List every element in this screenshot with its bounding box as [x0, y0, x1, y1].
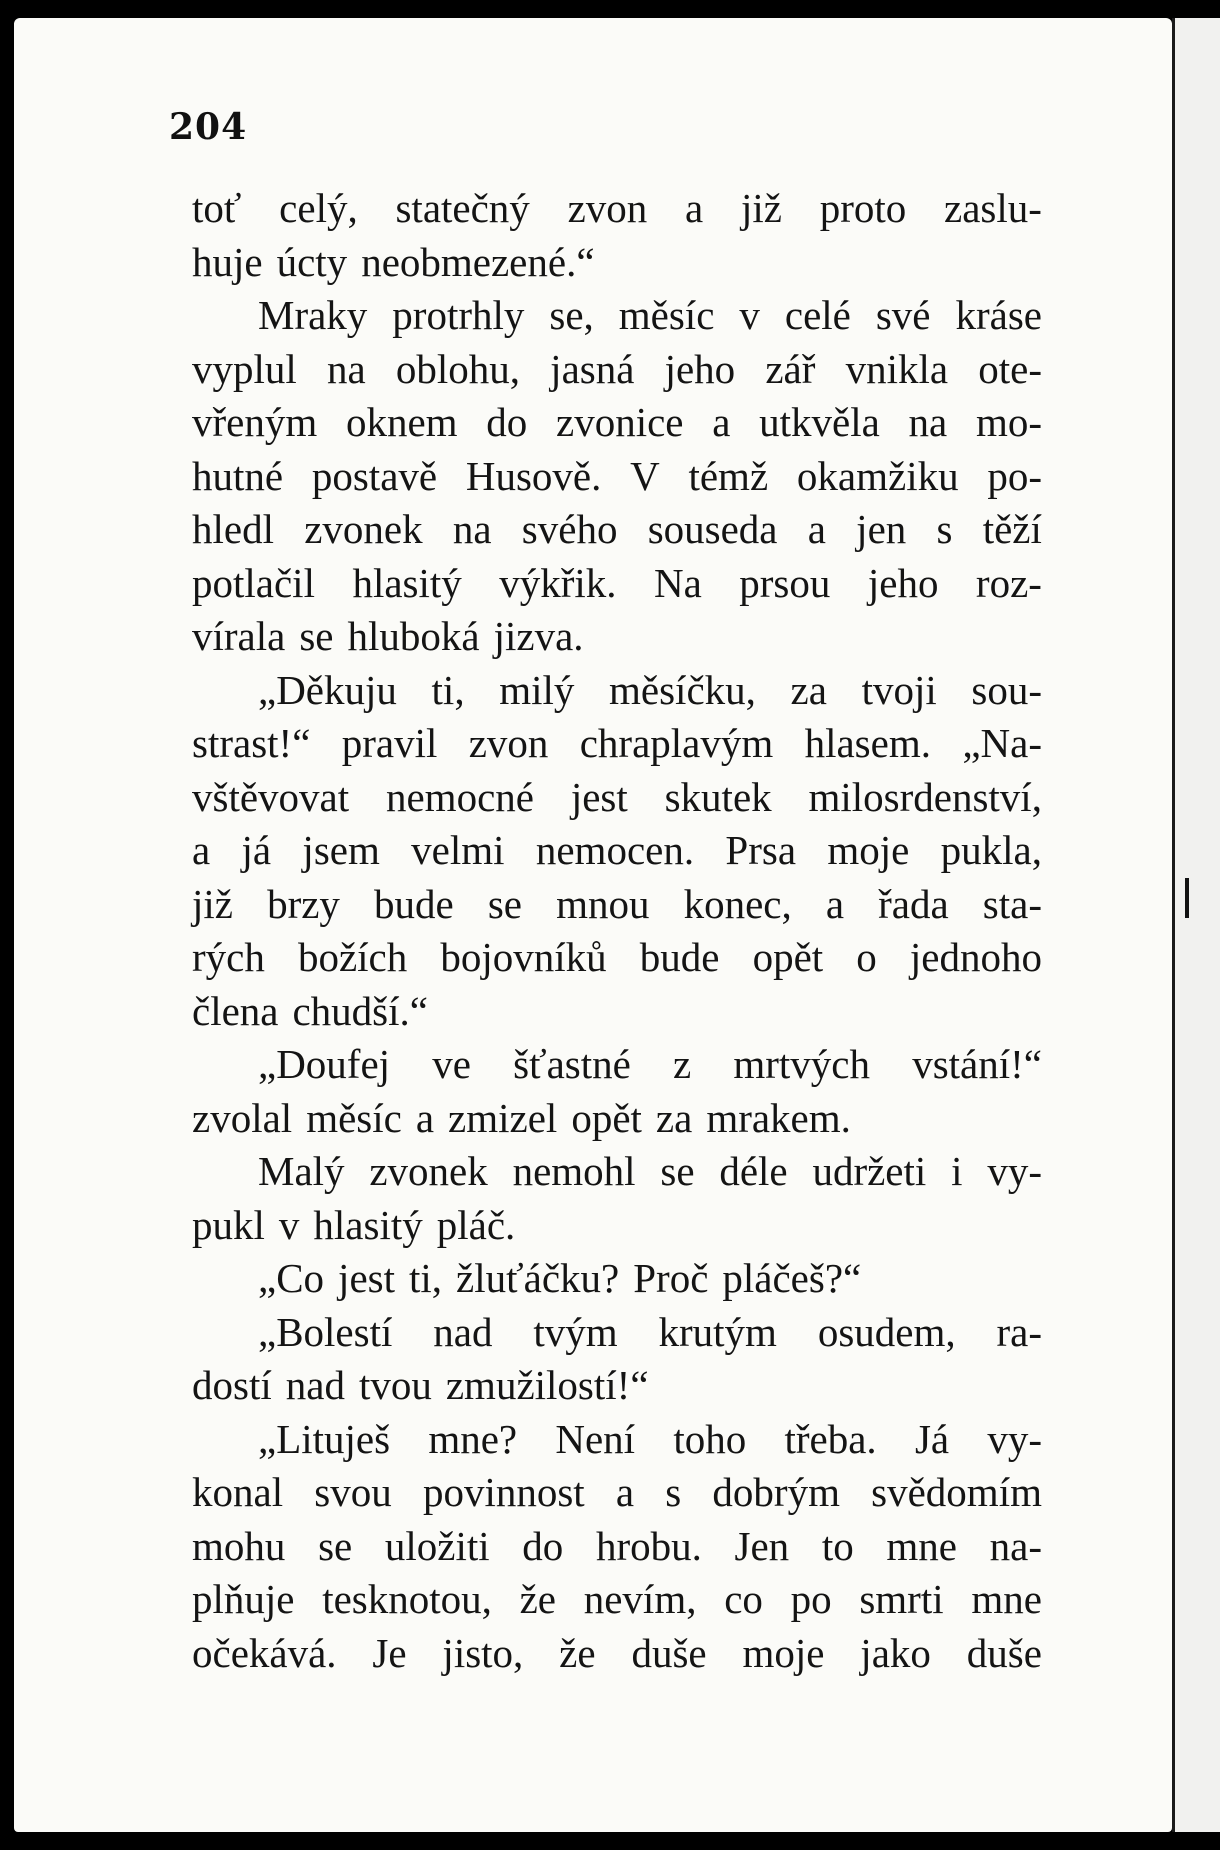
word: „Doufej: [258, 1041, 391, 1087]
text-line: [192, 1145, 1042, 1199]
word: toť: [192, 185, 242, 231]
text-line: [192, 610, 1042, 664]
text-line: [192, 931, 1042, 985]
word: mne: [886, 1522, 957, 1569]
word: vstání!“: [912, 1041, 1042, 1087]
text-line: [192, 1413, 1042, 1467]
word: ote-: [978, 345, 1042, 392]
word: a: [415, 1094, 435, 1141]
word: vnikla: [845, 345, 949, 392]
text-line: [192, 1252, 1042, 1306]
word: kráse: [955, 292, 1042, 338]
word: jen: [856, 506, 907, 552]
word: tvou: [358, 1362, 432, 1408]
word: strast!“: [192, 720, 311, 766]
word: utkvěla: [759, 399, 880, 445]
word: sou-: [971, 666, 1042, 713]
word: bude: [374, 880, 454, 927]
word: na: [908, 399, 948, 445]
word: úcty: [276, 238, 348, 285]
word: roz-: [975, 559, 1042, 606]
text-line: [192, 717, 1042, 771]
word: božích: [297, 934, 408, 980]
word: krutým: [658, 1308, 777, 1355]
word: Není: [555, 1415, 636, 1462]
word: já: [241, 827, 272, 873]
word: brzy: [267, 880, 340, 927]
word: potlačil: [192, 559, 315, 606]
page-text: [192, 182, 1042, 1680]
word: svou: [314, 1469, 392, 1515]
word: opět: [752, 934, 824, 980]
word: souseda: [647, 506, 778, 552]
word: zmizel: [448, 1094, 558, 1141]
word: mrakem.: [706, 1094, 851, 1141]
word: Prsa: [725, 827, 797, 873]
word: nemocen.: [535, 827, 695, 873]
word: s: [665, 1469, 682, 1515]
word: a: [825, 880, 845, 927]
word: celý,: [279, 185, 358, 231]
word: pláč.: [436, 1201, 516, 1248]
word: hluboká: [347, 613, 480, 659]
word: dobrým: [712, 1469, 840, 1515]
word: zvonice: [556, 399, 684, 445]
word: zaslu-: [944, 185, 1042, 231]
word: „Co: [258, 1255, 325, 1301]
word: V: [630, 452, 660, 499]
word: plňuje: [192, 1576, 295, 1622]
word: svědomím: [871, 1469, 1042, 1515]
word: zvonek: [304, 506, 423, 552]
word: jasná: [550, 345, 635, 392]
word: vřeným: [192, 399, 318, 445]
word: a: [685, 185, 704, 231]
text-line: [192, 1306, 1042, 1360]
word: hlasitý: [313, 1201, 423, 1248]
text-line: [192, 1199, 1042, 1253]
word: a: [192, 827, 211, 873]
word: těží: [982, 506, 1042, 552]
text-line: [192, 1038, 1042, 1092]
word: zvolal: [192, 1094, 293, 1141]
word: prsou: [739, 559, 831, 606]
word: své: [875, 292, 931, 338]
word: ti,: [408, 1255, 443, 1301]
word: očekává.: [192, 1629, 337, 1676]
word: do: [486, 399, 528, 445]
word: ve: [432, 1041, 471, 1087]
word: nad: [433, 1308, 493, 1355]
word: osudem,: [817, 1308, 956, 1355]
word: zář: [765, 345, 816, 392]
word: bude: [639, 934, 720, 980]
word: duše: [631, 1629, 707, 1676]
text-line: [192, 182, 1042, 236]
word: oknem: [345, 399, 458, 445]
text-line: [192, 1359, 1042, 1413]
word: bojovníků: [440, 934, 607, 980]
word: témž: [688, 452, 769, 499]
word: tvým: [533, 1308, 618, 1355]
word: toho: [673, 1415, 747, 1462]
text-line: [192, 557, 1042, 611]
word: okamžiku: [796, 452, 959, 499]
word: na: [452, 506, 492, 552]
word: vírala: [192, 613, 286, 659]
word: dostí: [192, 1362, 272, 1408]
text-line: [192, 1466, 1042, 1520]
word: sta-: [982, 880, 1042, 927]
word: Jen: [734, 1522, 790, 1569]
word: nevím,: [583, 1576, 697, 1622]
word: nad: [285, 1362, 345, 1408]
word: jako: [860, 1629, 931, 1676]
text-line: [192, 664, 1042, 718]
word: to: [821, 1522, 854, 1569]
word: a: [807, 506, 826, 552]
word: protrhly: [392, 292, 525, 338]
word: vy-: [987, 1148, 1042, 1194]
text-line: [192, 824, 1042, 878]
text-line: [192, 771, 1042, 825]
text-line: [192, 503, 1042, 557]
word: mne: [971, 1576, 1042, 1622]
word: milý: [499, 666, 575, 713]
word: chraplavým: [579, 720, 774, 766]
word: zmužilostí!“: [445, 1362, 649, 1408]
edge-mark: [1185, 878, 1189, 918]
word: huje: [192, 238, 263, 285]
word: moje: [827, 827, 910, 873]
word: o: [856, 934, 877, 980]
text-line: [192, 450, 1042, 504]
adjacent-page-edge: [1172, 18, 1220, 1832]
word: Husově.: [465, 452, 602, 499]
word: výkřik.: [499, 559, 617, 606]
word: jeho: [867, 559, 939, 606]
word: hledl: [192, 506, 274, 552]
word: mnou: [556, 880, 650, 927]
word: hlasitý: [352, 559, 462, 606]
word: „Děkuju: [258, 666, 397, 713]
word: udržeti: [812, 1148, 927, 1194]
word: Proč: [633, 1255, 709, 1301]
word: ra-: [996, 1308, 1042, 1355]
word: se,: [549, 292, 594, 338]
word: řada: [878, 880, 949, 927]
text-line: [192, 343, 1042, 397]
word: že: [519, 1576, 557, 1622]
text-line: [192, 1520, 1042, 1574]
word: „Bolestí: [258, 1308, 393, 1355]
word: vyplul: [192, 345, 297, 392]
text-line: [192, 985, 1042, 1039]
word: konal: [192, 1469, 284, 1515]
word: zvon: [468, 720, 549, 766]
word: jisto,: [442, 1629, 524, 1676]
word: i: [951, 1148, 963, 1194]
word: oblohu,: [395, 345, 520, 392]
word: mo-: [975, 399, 1042, 445]
text-line: [192, 1092, 1042, 1146]
word: duše: [966, 1629, 1042, 1676]
word: nemocné: [385, 773, 534, 820]
word: skutek: [664, 773, 772, 820]
word: měsíc: [618, 292, 715, 338]
word: v: [278, 1201, 300, 1248]
word: mne?: [428, 1415, 518, 1462]
word: se: [318, 1522, 353, 1569]
text-line: [192, 289, 1042, 343]
word: opět: [571, 1094, 642, 1141]
word: neobmezené.“: [361, 238, 595, 285]
word: tesknotou,: [322, 1576, 492, 1622]
word: se: [660, 1148, 695, 1194]
word: třeba.: [784, 1415, 877, 1462]
word: že: [559, 1629, 596, 1676]
text-line: [192, 1627, 1042, 1681]
word: pukl: [192, 1201, 265, 1248]
word: člena: [192, 987, 279, 1034]
word: hrobu.: [595, 1522, 702, 1569]
word: Je: [372, 1629, 407, 1676]
word: Malý: [258, 1148, 345, 1194]
word: „Lituješ: [258, 1415, 391, 1462]
word: tvoji: [861, 666, 937, 713]
word: moje: [742, 1629, 825, 1676]
word: v: [739, 292, 760, 338]
word: Na: [654, 559, 702, 606]
word: za: [655, 1094, 693, 1141]
word: jest: [338, 1255, 395, 1301]
word: smrti: [859, 1576, 944, 1622]
word: na-: [989, 1522, 1042, 1569]
word: pukla,: [940, 827, 1042, 873]
word: vštěvovat: [192, 773, 350, 820]
word: pravil: [341, 720, 438, 766]
word: po: [790, 1576, 832, 1622]
word: mrtvých: [733, 1041, 871, 1087]
word: do: [522, 1522, 564, 1569]
word: konec,: [683, 880, 792, 927]
text-line: [192, 396, 1042, 450]
word: žluťáčku?: [456, 1255, 620, 1301]
word: zvonek: [369, 1148, 488, 1194]
text-line: [192, 878, 1042, 932]
word: již: [740, 185, 782, 231]
word: měsíčku,: [609, 666, 756, 713]
text-line: [192, 1573, 1042, 1627]
word: ti,: [431, 666, 465, 713]
word: se: [487, 880, 522, 927]
word: mohu: [192, 1522, 286, 1569]
word: hutné: [192, 452, 284, 499]
word: celé: [784, 292, 851, 338]
word: déle: [719, 1148, 788, 1194]
word: rých: [192, 934, 265, 980]
word: jsem: [302, 827, 380, 873]
word: a: [712, 399, 731, 445]
word: „Na-: [962, 720, 1042, 766]
word: a: [615, 1469, 635, 1515]
word: s: [936, 506, 953, 552]
word: hlasem.: [804, 720, 931, 766]
word: milosrdenství,: [808, 773, 1042, 820]
word: vy-: [987, 1415, 1042, 1462]
word: jizva.: [493, 613, 584, 659]
text-line: [192, 236, 1042, 290]
word: za: [790, 666, 827, 713]
word: se: [299, 613, 334, 659]
word: statečný: [395, 185, 530, 231]
word: šťastné: [513, 1041, 631, 1087]
page-number: 204: [169, 106, 248, 148]
word: již: [192, 880, 233, 927]
word: pláčeš?“: [722, 1255, 862, 1301]
word: povinnost: [422, 1469, 585, 1515]
word: na: [326, 345, 366, 392]
word: nemohl: [512, 1148, 636, 1194]
book-page: [14, 18, 1172, 1832]
word: jest: [570, 773, 628, 820]
word: chudší.“: [292, 987, 428, 1034]
word: uložiti: [384, 1522, 490, 1569]
word: co: [724, 1576, 763, 1622]
word: Mraky: [258, 292, 368, 338]
word: Já: [914, 1415, 950, 1462]
word: z: [673, 1041, 692, 1087]
word: jeho: [664, 345, 736, 392]
word: měsíc: [306, 1094, 402, 1141]
word: postavě: [311, 452, 438, 499]
word: proto: [819, 185, 907, 231]
word: svého: [521, 506, 618, 552]
word: zvon: [567, 185, 648, 231]
word: jednoho: [909, 934, 1042, 980]
word: po-: [987, 452, 1042, 499]
word: velmi: [411, 827, 505, 873]
